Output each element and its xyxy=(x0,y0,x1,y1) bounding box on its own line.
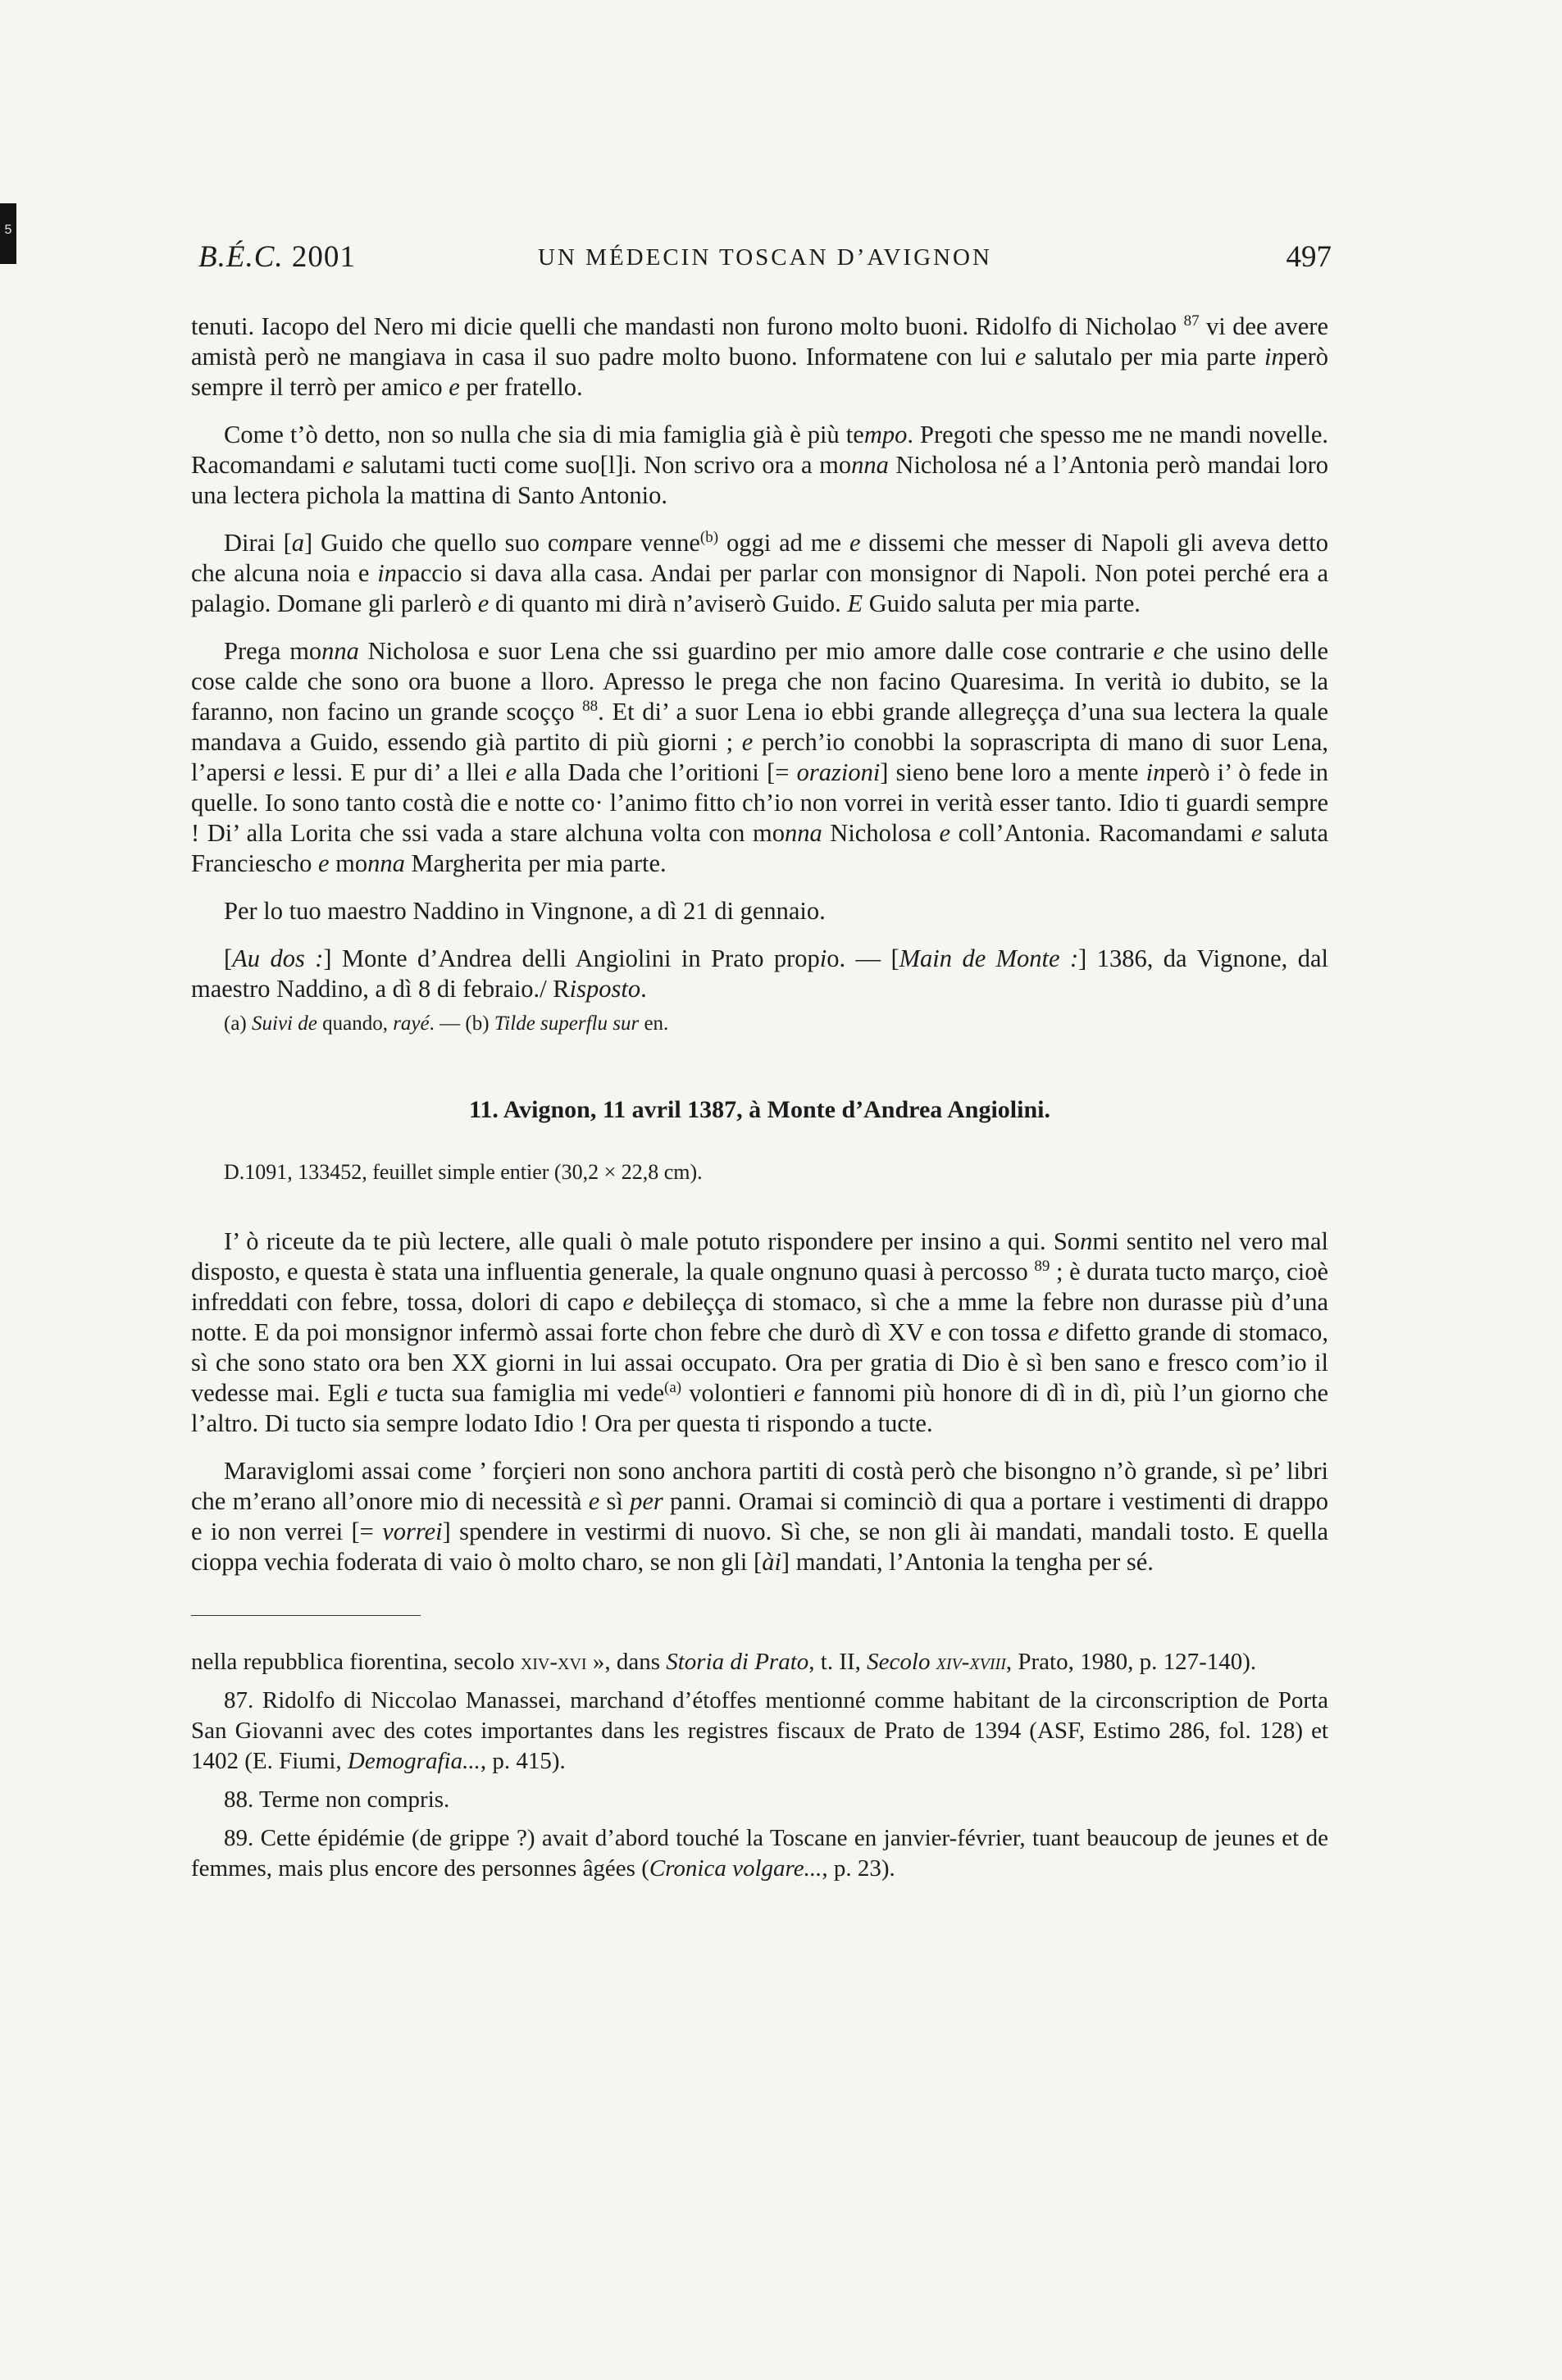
paragraph: I’ ò riceute da te più lectere, alle quali ò male potuto rispondere per insino a qui. Sonmi sentito nel vero mal disposto, e questa è stata una influentia generale, la quale ongnuno quasi à percosso $^{89}$ ; è durata tucto março, cioè infreddati con febre, tossa, dolori di capo e debileçça di stomaco, sì che a mme la febre non durasse più d’una notte. E da poi monsignor infermò assai forte chon febre che durò dì XV e con tossa e difetto grande di stomaco, sì che sono stato ora ben XX giorni in lui assai occupato. Ora per gratia di Dio è sì ben sano e fresco com’io il vedesse mai. Egli e tucta sua famiglia mi vede$^{(a)}$ volontieri e fannomi più honore di dì in dì, più l’un giorno che l’altro. Di tucto sia sempre lodato Idio ! Ora per questa ti rispondo a tucte. xyxy=(191,1227,1329,1437)
critical-note-ref: (b) xyxy=(699,528,719,546)
paragraph: Come t’ò detto, non so nulla che sia di mia famiglia già è più tempo. Pregoti che spesso me ne mandi novelle. Racomandami e salutami tucti come suo[l]i. Non scrivo ora a monna Nicholosa né a l’Antonia però mandai loro una lectera pichola la mattina di Santo Antonio. xyxy=(191,421,1328,509)
footnote-89: 89. Cette épidémie (de grippe ?) avait d’abord touché la Toscane en janvier-février, tuant beaucoup de jeunes et de femmes, mais plus encore des personnes âgées (Cronica volgare..., p. 23). xyxy=(191,1825,1328,1882)
footnote-ref: 89 xyxy=(1034,1257,1050,1275)
footnote-ref: 87 xyxy=(1183,312,1200,330)
paragraph: tenuti. Iacopo del Nero mi dicie quelli che mandasti non furono molto buoni. Ridolfo di Nicholao $^{87}$ vi dee avere amistà però ne mangiava in casa il suo padre molto buono. Informatene con lui e salutalo per mia parte inperò sempre il terrò per amico e per fratello. xyxy=(191,312,1328,401)
paragraph: Prega monna Nicholosa e suor Lena che ssi guardino per mio amore dalle cose contrarie e che usino delle cose calde che sono ora buone a lloro. Apresso le prega che non facino Quaresima. In verità io dubito, se la faranno, non facino un grande scoçço $^{88}$. Et di’ a suor Lena io ebbi grande allegreçça d’una sua lectera la quale mandava a Guido, essendo già partito di più giorni ; e perch’io conobbi la soprascripta di mano di suor Lena, l’apersi e lessi. E pur di’ a llei e alla Dada che l’oritioni [= orazioni] sieno bene loro a mente inperò i’ ò fede in quelle. Io sono tanto costà die e notte co· l’animo fitto ch’io non vorrei in verità esser tanto. Idio ti guardi sempre ! Di’ alla Lorita che ssi vada a stare alchuna volta con monna Nicholosa e coll’Antonia. Racomandami e saluta Franciescho e monna Margherita per mia parte. xyxy=(191,637,1329,877)
letter-heading: 11. Avignon, 11 avril 1387, à Monte d’Andrea Angiolini. xyxy=(469,1096,1050,1123)
journal-abbrev: B.É.C. xyxy=(198,240,284,274)
footnote-separator xyxy=(191,1615,421,1616)
paragraph: Dirai [a] Guido che quello suo compare venne$^{(b)}$ oggi ad me e dissemi che messer di Napoli gli aveva detto che alcuna noia e inpaccio si dava alla casa. Andai per parlar con monsignor di Napoli. Non potei perché era a palagio. Domane gli parlerò e di quanto mi dirà n’aviserò Guido. E Guido saluta per mia parte. xyxy=(191,528,1328,617)
paragraph-closing: Per lo tuo maestro Naddino in Vingnone, a dì 21 di gennaio. xyxy=(224,897,826,925)
critical-note-ref: (a) xyxy=(664,1378,682,1396)
edge-tab xyxy=(0,203,16,264)
header-title: UN MÉDECIN TOSCAN D’AVIGNON xyxy=(538,244,992,271)
running-header xyxy=(198,233,1332,282)
footnote-87: 87. Ridolfo di Niccolao Manassei, marchand d’étoffes mentionné comme habitant de la circonscription de Porta San Giovanni avec des cotes importantes dans les registres fiscaux de Prato de 1394 (ASF, Estimo 286, fol. 128) et 1402 (E. Fiumi, Demografia..., p. 415). xyxy=(191,1687,1328,1774)
paragraph-address: [Au dos :] Monte d’Andrea delli Angiolini in Prato propio. — [Main de Monte :] 1386, da Vignone, dal maestro Naddino, a dì 8 di febraio./ Risposto. xyxy=(191,944,1328,1003)
critical-notes: (a) Suivi de quando, rayé. — (b) Tilde superflu sur en. xyxy=(224,1013,669,1035)
paragraph: Maraviglomi assai come ’ forçieri non sono anchora partiti di costà però che bisongno n’ò grande, sì pe’ libri che m’erano all’onore mio di necessità e sì per panni. Oramai si cominciò di qua a portare i vestimenti di drappo e io non verrei [= vorrei] spendere in vestirmi di nuovo. Sì che, se non gli ài mandati, mandali tosto. E quella cioppa vechia foderata di vaio ò molto charo, se non gli [ài] mandati, l’Antonia la tengha per sé. xyxy=(191,1457,1329,1576)
footnote-88: 88. Terme non compris. xyxy=(224,1786,450,1813)
page-number: 497 xyxy=(1286,240,1332,274)
footnotes xyxy=(191,1647,1328,1884)
footnote-continuation: nella repubblica fiorentina, secolo xiv-xvi », dans Storia di Prato, t. II, Secolo xiv-xviii, Prato, 1980, p. 127-140). xyxy=(191,1649,1257,1675)
edge-tab-number: 5 xyxy=(4,223,12,237)
journal-year: 2001 xyxy=(291,240,356,274)
footnote-ref: 88 xyxy=(582,697,599,715)
page-body xyxy=(191,312,1328,1892)
document-reference: D.1091, 133452, feuillet simple entier (30,2 × 22,8 cm). xyxy=(224,1160,703,1184)
